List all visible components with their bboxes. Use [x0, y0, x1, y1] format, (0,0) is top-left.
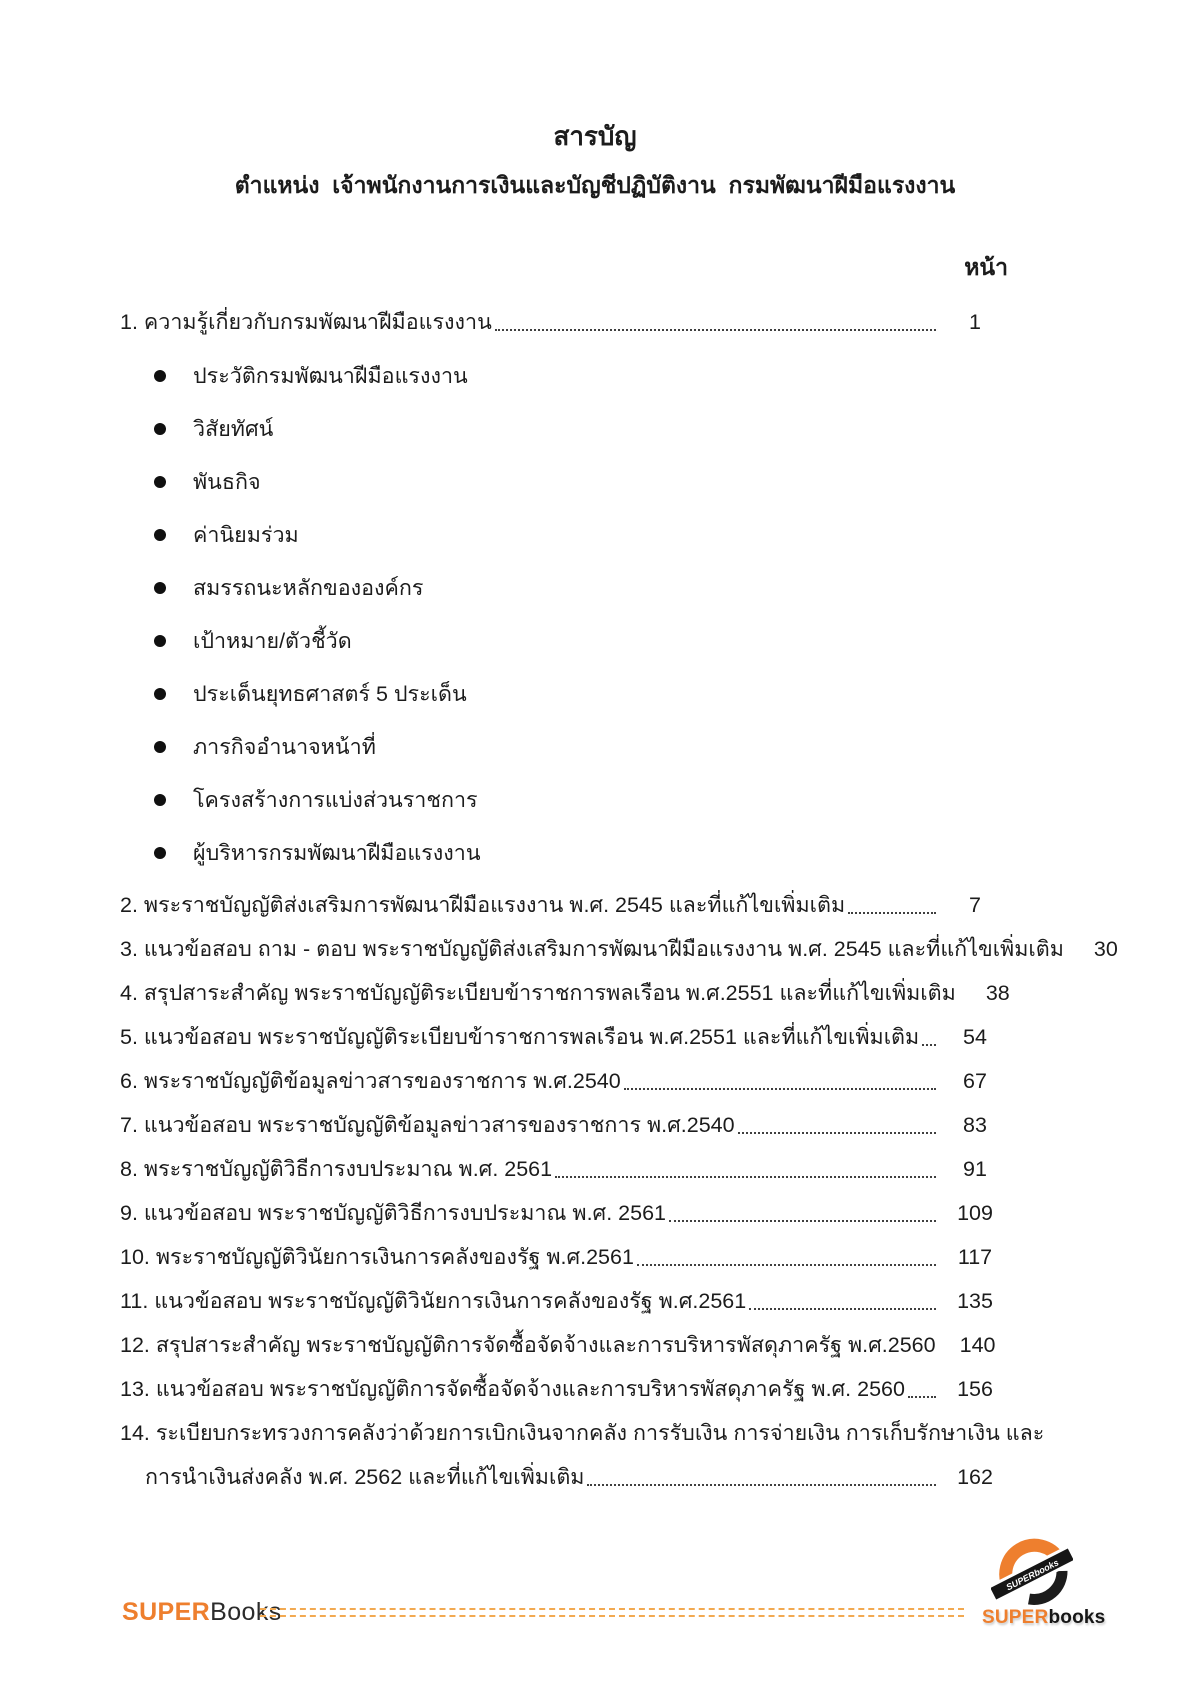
footer-brand-wordmark: [122, 1597, 282, 1627]
toc-item-line2: [120, 1455, 1010, 1499]
dot-leader: [908, 1396, 936, 1398]
toc-item-text: 4. สรุปสาระสำคัญ พระราชบัญญัติระเบียบข้าราชการพลเรือน พ.ศ.2551 และที่แก้ไขเพิ่มเติม: [120, 981, 956, 1005]
toc-item: [120, 883, 1010, 927]
logo-books-text: books: [1048, 1607, 1106, 1628]
brand-books-text: Books: [210, 1598, 282, 1626]
bullet-icon: [154, 847, 166, 859]
dot-leader: [587, 1484, 936, 1486]
emblem-banner-text: SUPERbooks: [1004, 1557, 1061, 1593]
bullet-text: ภารกิจอำนาจหน้าที่: [193, 734, 376, 759]
bullet-text: ประเด็นยุทธศาสตร์ 5 ประเด็น: [193, 681, 467, 706]
toc-item: [120, 1279, 1010, 1323]
toc-item: [120, 1323, 1010, 1367]
toc-item: [120, 927, 1118, 971]
toc-item-page: 67: [963, 1068, 987, 1093]
toc-item: [120, 1103, 1010, 1147]
chapter1-bullet-list: [120, 344, 1010, 883]
toc-item-page: 30: [1093, 936, 1118, 961]
logo-wordmark: [982, 1607, 1106, 1628]
toc-item: [120, 1235, 1010, 1279]
dot-leader: [749, 1308, 936, 1310]
bullet-icon: [154, 582, 166, 594]
toc-item: [120, 1059, 1010, 1103]
toc-item-page: 156: [957, 1376, 993, 1401]
toc-item-page: 135: [957, 1288, 993, 1313]
toc-item-text: 7. แนวข้อสอบ พระราชบัญญัติข้อมูลข่าวสารของราชการ พ.ศ.2540: [120, 1113, 735, 1137]
footer-dashed-divider: [260, 1608, 964, 1617]
bullet-icon: [154, 688, 166, 700]
toc-item-text: 1. ความรู้เกี่ยวกับกรมพัฒนาฝีมือแรงงาน: [120, 310, 492, 334]
toc-item-page: 83: [963, 1112, 987, 1137]
bullet-icon: [154, 529, 166, 541]
toc-item-text: 2. พระราชบัญญัติส่งเสริมการพัฒนาฝีมือแรงงาน พ.ศ. 2545 และที่แก้ไขเพิ่มเติม: [120, 893, 846, 917]
dot-leader: [624, 1088, 936, 1090]
toc-item: [120, 1147, 1010, 1191]
toc-item: [120, 1015, 1010, 1059]
toc-item-text: การนำเงินส่งคลัง พ.ศ. 2562 และที่แก้ไขเพิ่มเติม: [145, 1465, 585, 1489]
toc-item-page: 140: [959, 1332, 996, 1357]
toc-item-page: 109: [957, 1200, 993, 1225]
list-item: [120, 826, 1010, 879]
toc-item-text: 3. แนวข้อสอบ ถาม - ตอบ พระราชบัญญัติส่งเสริมการพัฒนาฝีมือแรงงาน พ.ศ. 2545 และที่แก้ไขเพิ่มเติม: [120, 937, 1064, 961]
toc-item-text: 11. แนวข้อสอบ พระราชบัญญัติวินัยการเงินการคลังของรัฐ พ.ศ.2561: [120, 1289, 747, 1313]
list-item: [120, 720, 1010, 773]
dot-leader: [495, 329, 936, 331]
brand-super-text: SUPER: [122, 1598, 211, 1626]
dot-leader: [922, 1044, 936, 1046]
page-column-label: หน้า: [964, 254, 1008, 280]
toc-list: [120, 300, 1118, 1499]
toc-item-page: 91: [963, 1156, 987, 1181]
page-subtitle: ตำแหน่ง เจ้าพนักงานการเงินและบัญชีปฏิบัติงาน กรมพัฒนาฝีมือแรงงาน: [234, 172, 956, 198]
bullet-icon: [154, 741, 166, 753]
bullet-icon: [154, 635, 166, 647]
list-item: [120, 667, 1010, 720]
bullet-text: พันธกิจ: [193, 469, 261, 494]
toc-item-page: 54: [963, 1024, 987, 1049]
list-item: [120, 349, 1010, 402]
bullet-icon: [154, 370, 166, 382]
dot-leader: [637, 1264, 936, 1266]
bullet-text: สมรรถนะหลักขององค์กร: [193, 575, 424, 600]
document-headings: [0, 118, 1190, 202]
list-item: [120, 614, 1010, 667]
list-item: [120, 508, 1010, 561]
toc-item-page: 1: [969, 309, 981, 334]
toc-item-text: 13. แนวข้อสอบ พระราชบัญญัติการจัดซื้อจัดจ้างและการบริหารพัสดุภาครัฐ พ.ศ. 2560: [120, 1377, 905, 1401]
dot-leader: [848, 912, 936, 914]
bullet-text: โครงสร้างการแบ่งส่วนราชการ: [193, 787, 478, 812]
bullet-text: เป้าหมาย/ตัวชี้วัด: [193, 628, 352, 653]
list-item: [120, 773, 1010, 826]
toc-item-text: 8. พระราชบัญญัติวิธีการงบประมาณ พ.ศ. 2561: [120, 1157, 553, 1181]
bullet-icon: [154, 476, 166, 488]
list-item: [120, 402, 1010, 455]
list-item: [120, 561, 1010, 614]
toc-item: [120, 1367, 1010, 1411]
toc-item-page: 117: [957, 1244, 993, 1269]
superbooks-logo: [982, 1533, 1106, 1628]
dot-leader: [738, 1132, 936, 1134]
bullet-text: ประวัติกรมพัฒนาฝีมือแรงงาน: [193, 363, 468, 388]
bullet-icon: [154, 794, 166, 806]
toc-item: [120, 300, 1010, 344]
page-title: สารบัญ: [553, 121, 637, 151]
toc-item: [120, 971, 1010, 1015]
bullet-icon: [154, 423, 166, 435]
superbooks-emblem-icon: [991, 1533, 1073, 1611]
bullet-text: วิสัยทัศน์: [193, 416, 274, 441]
toc-item-page: 7: [969, 892, 981, 917]
dot-leader: [669, 1220, 936, 1222]
logo-super-text: SUPER: [982, 1607, 1049, 1628]
toc-content: [120, 250, 1118, 1499]
toc-item-text: 5. แนวข้อสอบ พระราชบัญญัติระเบียบข้าราชการพลเรือน พ.ศ.2551 และที่แก้ไขเพิ่มเติม: [120, 1025, 920, 1049]
toc-item-text: 14. ระเบียบกระทรวงการคลังว่าด้วยการเบิกเงินจากคลัง การรับเงิน การจ่ายเงิน การเก็บรักษาเงิน และ: [120, 1421, 1045, 1445]
toc-item: [120, 1191, 1010, 1235]
toc-item-text: 12. สรุปสาระสำคัญ พระราชบัญญัติการจัดซื้อจัดจ้างและการบริหารพัสดุภาครัฐ พ.ศ.2560: [120, 1333, 936, 1357]
bullet-text: ค่านิยมร่วม: [193, 522, 299, 547]
toc-item-line1: [120, 1411, 1045, 1455]
list-item: [120, 455, 1010, 508]
toc-item-text: 9. แนวข้อสอบ พระราชบัญญัติวิธีการงบประมาณ พ.ศ. 2561: [120, 1201, 666, 1225]
dot-leader: [555, 1176, 936, 1178]
toc-item-text: 10. พระราชบัญญัติวินัยการเงินการคลังของรัฐ พ.ศ.2561: [120, 1245, 634, 1269]
toc-item-text: 6. พระราชบัญญัติข้อมูลข่าวสารของราชการ พ.ศ.2540: [120, 1069, 621, 1093]
toc-item-page: 38: [985, 980, 1010, 1005]
bullet-text: ผู้บริหารกรมพัฒนาฝีมือแรงงาน: [193, 840, 481, 865]
toc-item-page: 162: [957, 1464, 993, 1489]
